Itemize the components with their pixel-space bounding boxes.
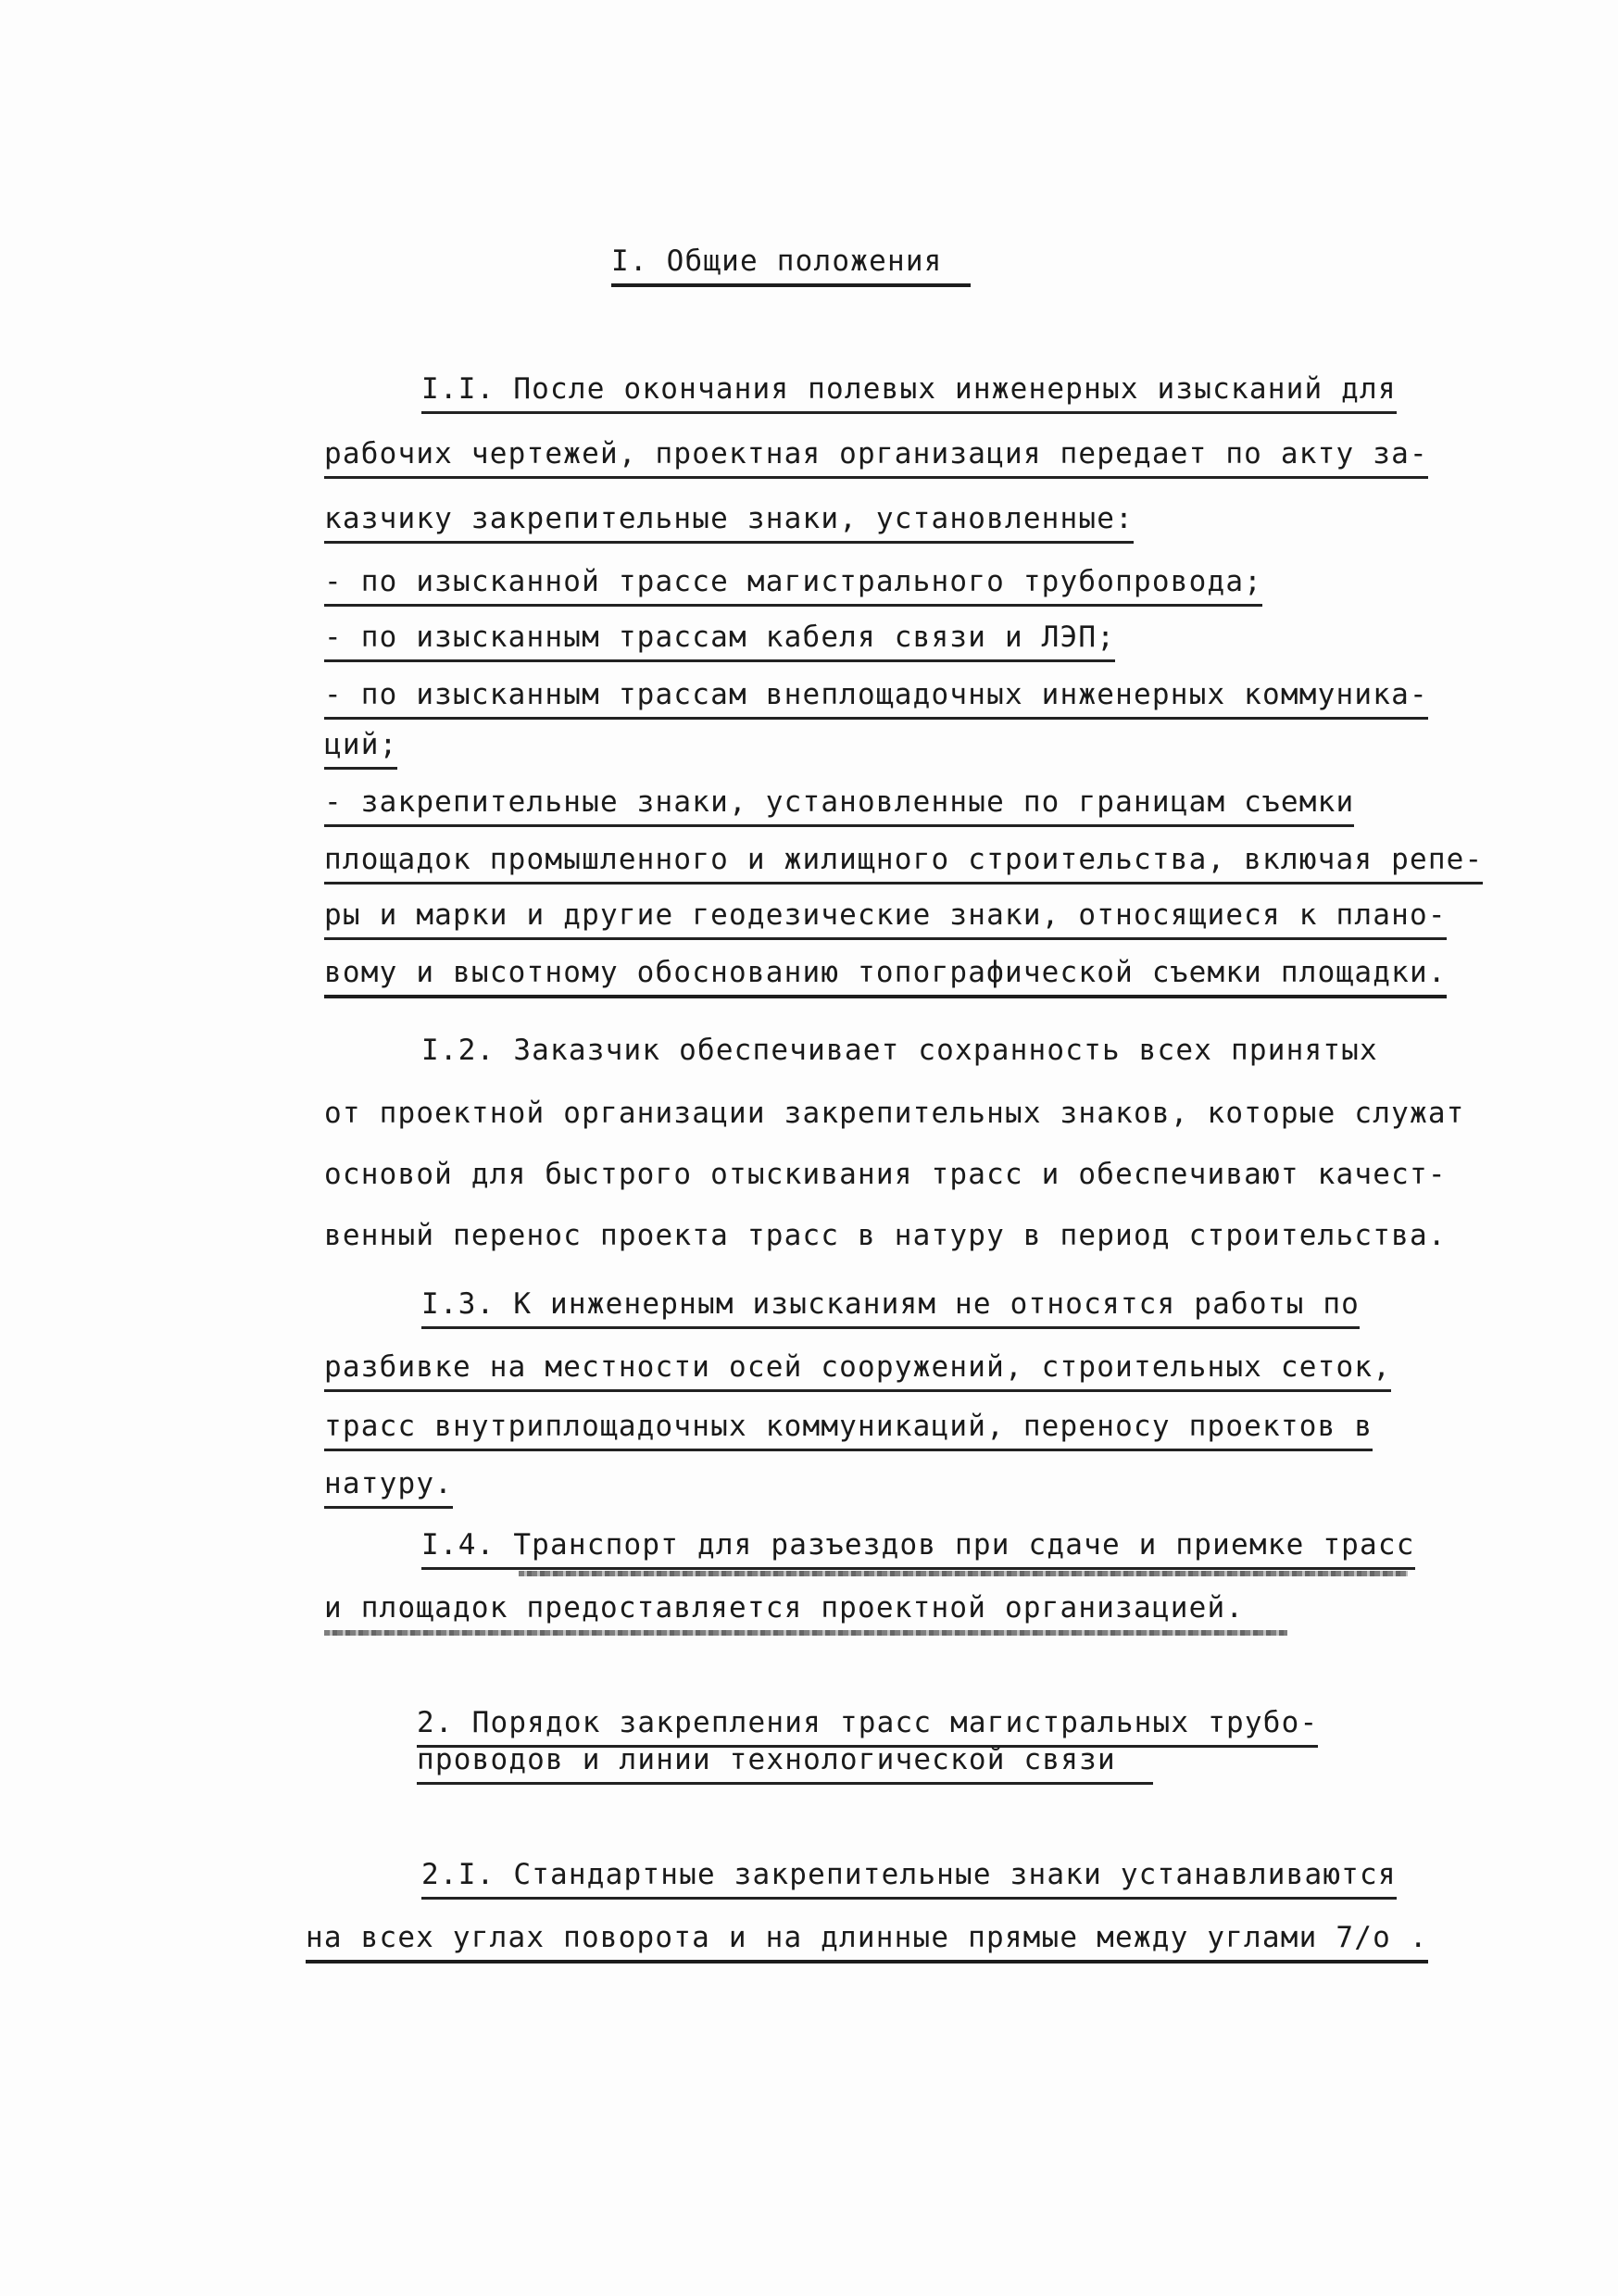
p1-1-line-1: I.I. После окончания полевых инженерных изысканий для	[421, 370, 1397, 414]
section-1-title: I. Общие положения	[611, 243, 971, 287]
p1-4-smudge-1	[519, 1571, 1408, 1576]
p1-2-line-2: от проектной организации закрепительных знаков, которые служат	[324, 1097, 1465, 1130]
p1-3-line-1: I.3. К инженерным изысканиям не относятся работы по	[421, 1286, 1360, 1329]
p1-2-line-3: основой для быстрого отыскивания трасс и обеспечивают качест-	[324, 1158, 1447, 1191]
p1-3-line-2: разбивке на местности осей сооружений, строительных сеток,	[324, 1349, 1391, 1392]
p1-1-line-9: площадок промышленного и жилищного строительства, включая репе-	[324, 841, 1483, 885]
p1-4-line-1: I.4. Транспорт для разъездов при сдаче и приемке трасс	[421, 1526, 1415, 1570]
p1-1-line-7: ций;	[324, 726, 397, 770]
section-2-title-line-2: проводов и линии технологической связи	[417, 1741, 1153, 1785]
p1-1-line-6: - по изысканным трассам внеплощадочных инженерных коммуника-	[324, 676, 1428, 720]
p2-1-line-2: на всех углах поворота и на длинные прямые между углами 7/о .	[306, 1919, 1428, 1964]
section-2-title-line-1: 2. Порядок закрепления трасс магистральных трубо-	[417, 1704, 1318, 1748]
p1-1-line-11: вому и высотному обоснованию топографической съемки площадки.	[324, 954, 1447, 998]
p1-1-line-10: ры и марки и другие геодезические знаки, относящиеся к плано-	[324, 897, 1447, 940]
p1-2-line-1: I.2. Заказчик обеспечивает сохранность всех принятых	[421, 1034, 1378, 1067]
p1-4-smudge-2	[324, 1630, 1287, 1636]
p1-1-line-4: - по изысканной трассе магистрального трубопровода;	[324, 563, 1262, 607]
p1-1-line-3: казчику закрепительные знаки, установленные:	[324, 500, 1134, 544]
p1-1-line-8: - закрепительные знаки, установленные по границам съемки	[324, 784, 1354, 827]
p1-3-line-3: трасс внутриплощадочных коммуникаций, переносу проектов в	[324, 1408, 1373, 1451]
p1-2-line-4: венный перенос проекта трасс в натуру в период строительства.	[324, 1219, 1447, 1252]
p1-1-line-2: рабочих чертежей, проектная организация передает по акту за-	[324, 435, 1428, 479]
p1-3-line-4: натуру.	[324, 1465, 453, 1509]
p1-1-line-5: - по изысканным трассам кабеля связи и ЛЭП;	[324, 619, 1115, 662]
p2-1-line-1: 2.I. Стандартные закрепительные знаки устанавливаются	[421, 1856, 1397, 1900]
p1-4-line-2: и площадок предоставляется проектной организацией.	[324, 1591, 1245, 1625]
